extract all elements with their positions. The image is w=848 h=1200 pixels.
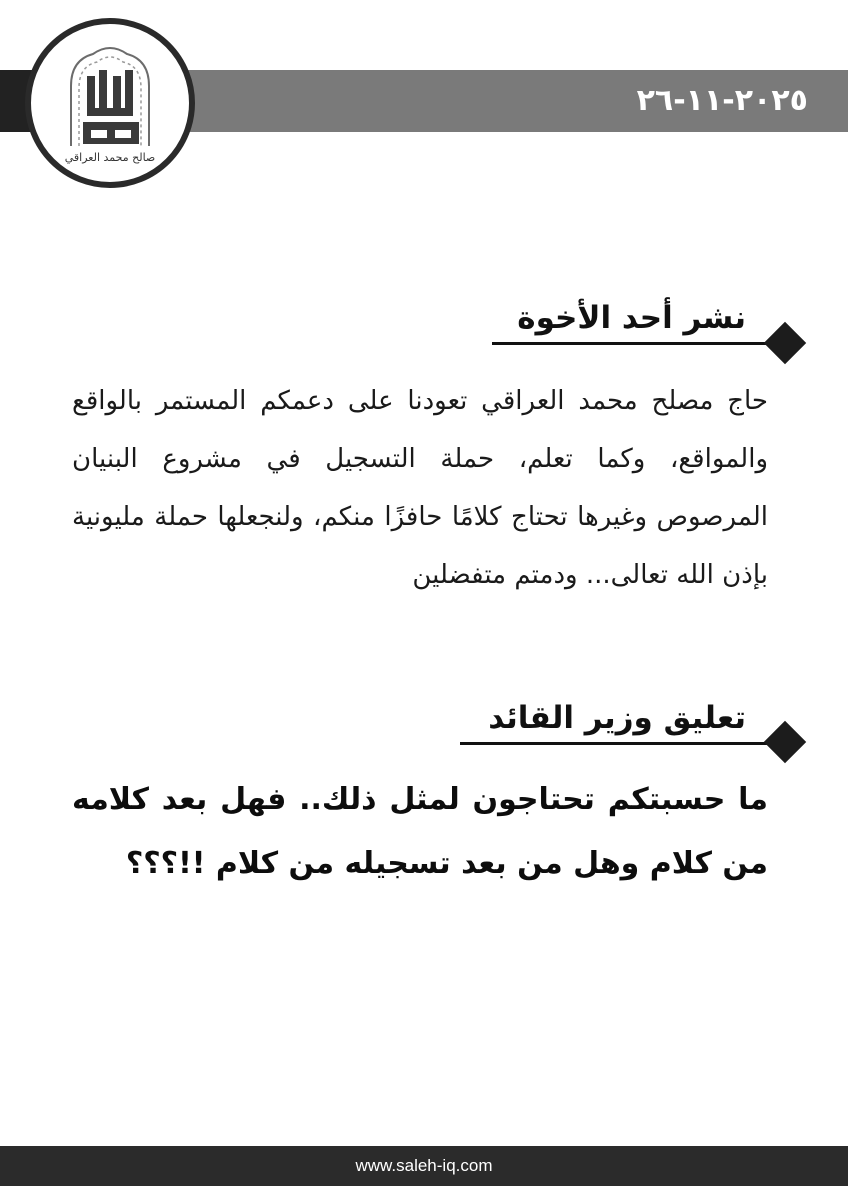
logo-caption: صالح محمد العراقي bbox=[64, 151, 156, 164]
diamond-bullet-icon bbox=[764, 322, 806, 364]
comment-section-title: تعليق وزير القائد bbox=[488, 700, 746, 736]
website-link[interactable]: www.saleh-iq.com bbox=[355, 1156, 493, 1175]
post-section-title: نشر أحد الأخوة bbox=[517, 300, 746, 336]
comment-paragraph: ما حسبتكم تحتاجون لمثل ذلك.. فهل بعد كلامه من كلام وهل من بعد تسجيله من كلام !!؟؟؟ bbox=[72, 782, 768, 881]
comment-title-underline bbox=[460, 742, 784, 745]
post-title-underline bbox=[492, 342, 784, 345]
diamond-bullet-icon bbox=[764, 721, 806, 763]
logo bbox=[25, 18, 195, 188]
publish-date: ٢٠٢٥-١١-٢٦ bbox=[636, 83, 808, 118]
post-paragraph: حاج مصلح محمد العراقي تعودنا على دعمكم المستمر بالواقع والمواقع، وكما تعلم، حملة التسجيل في مشروع البنيان المرصوص وغيرها تحتاج كلامًا حافزًا منكم، ولنجعلها حملة مليونية بإذن الله تعالى... ودمتم متفضلين bbox=[72, 386, 768, 590]
